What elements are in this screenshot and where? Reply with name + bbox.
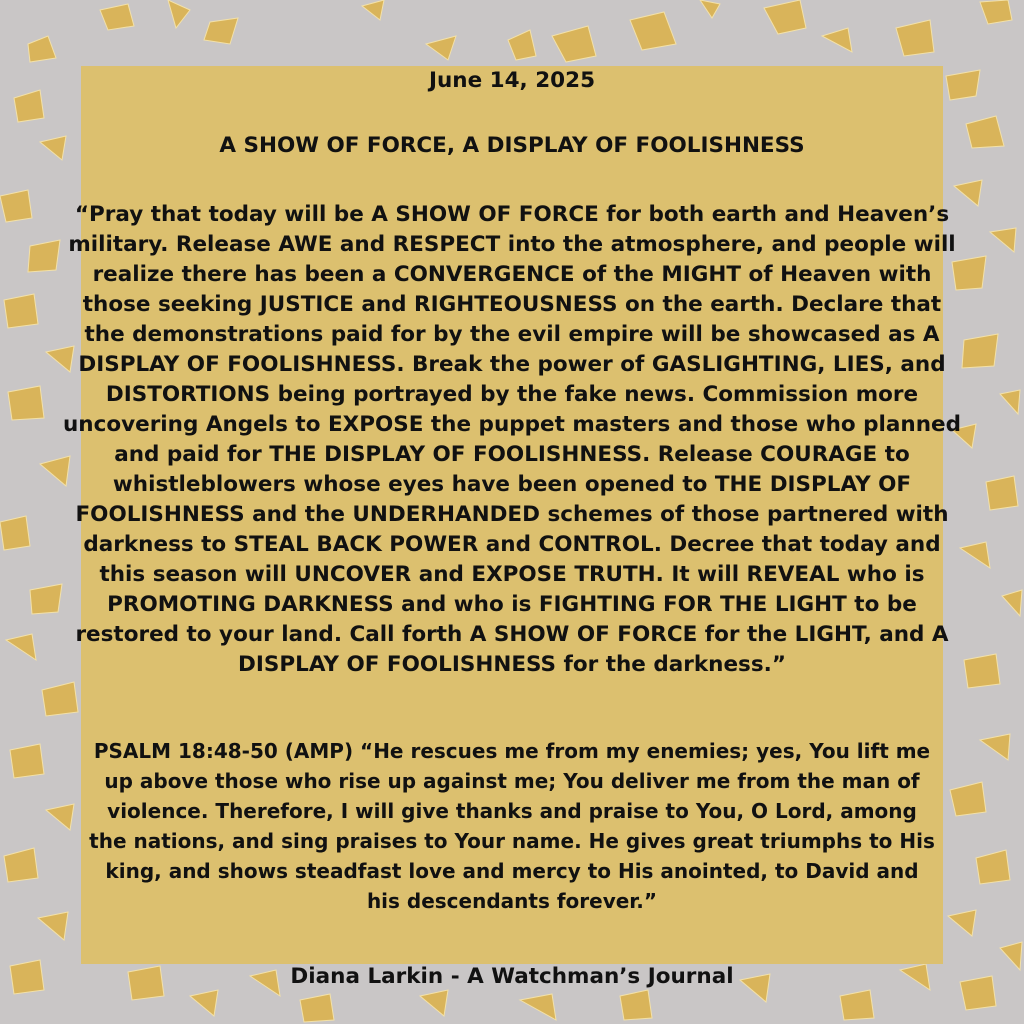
message-line: whistleblowers whose eyes have been opened to THE DISPLAY OF [112, 472, 912, 497]
scripture-line: king, and shows steadfast love and mercy to His anointed, to David and [105, 859, 919, 883]
message-line: realize there has been a CONVERGENCE of the MIGHT of Heaven with [92, 262, 932, 287]
message-line: restored to your land. Call forth A SHOW OF FORCE for the LIGHT, and A [75, 622, 949, 647]
message-line: those seeking JUSTICE and RIGHTEOUSNESS on the earth. Declare that [82, 292, 942, 317]
scripture-line: his descendants forever.” [366, 889, 658, 913]
confetti-piece [300, 994, 334, 1022]
signature: Diana Larkin - A Watchman’s Journal [290, 964, 734, 989]
message-line: uncovering Angels to EXPOSE the puppet masters and those who planned [62, 412, 962, 437]
confetti-piece [896, 20, 934, 56]
message-line: DISPLAY OF FOOLISHNESS. Break the power of GASLIGHTING, LIES, and [78, 352, 946, 377]
message-line: this season will UNCOVER and EXPOSE TRUTH. It will REVEAL who is [99, 562, 925, 587]
confetti-piece [426, 36, 456, 60]
message-line: DISTORTIONS being portrayed by the fake news. Commission more [105, 382, 919, 407]
message-line: FOOLISHNESS and the UNDERHANDED schemes of those partnered with [75, 502, 949, 527]
scripture-line: up above those who rise up against me; You deliver me from the man of [104, 769, 920, 793]
message-line: and paid for THE DISPLAY OF FOOLISHNESS. Release COURAGE to [114, 442, 910, 467]
confetti-piece [38, 912, 68, 940]
confetti-piece [420, 990, 448, 1016]
scripture-line: PSALM 18:48-50 (AMP) “He rescues me from my enemies; yes, You lift me [93, 739, 931, 763]
confetti-piece [204, 18, 238, 44]
confetti-piece [700, 0, 720, 18]
confetti-piece [620, 990, 652, 1020]
confetti-piece [552, 26, 596, 62]
confetti-piece [822, 28, 852, 52]
confetti-piece [520, 994, 556, 1020]
message-line: darkness to STEAL BACK POWER and CONTROL. Decree that today and [83, 532, 941, 557]
scripture-line: the nations, and sing praises to Your name. He gives great triumphs to His [89, 829, 935, 853]
confetti-piece [980, 0, 1012, 24]
confetti-piece [28, 36, 56, 62]
confetti-piece [840, 990, 874, 1020]
confetti-piece [190, 990, 218, 1016]
post-date: June 14, 2025 [428, 68, 596, 93]
message-line: “Pray that today will be A SHOW OF FORCE for both earth and Heaven’s [74, 202, 950, 227]
confetti-piece [630, 12, 676, 50]
message-line: the demonstrations paid for by the evil empire will be showcased as A [84, 322, 940, 347]
confetti-piece [42, 682, 78, 716]
confetti-piece [764, 0, 806, 34]
confetti-piece [362, 0, 384, 20]
post-title: A SHOW OF FORCE, A DISPLAY OF FOOLISHNESS [219, 133, 805, 158]
confetti-piece [168, 0, 190, 28]
message-line: DISPLAY OF FOOLISHNESS for the darkness.” [238, 652, 786, 677]
confetti-piece [508, 30, 536, 60]
confetti-piece [100, 4, 134, 30]
message-line: PROMOTING DARKNESS and who is FIGHTING FOR THE LIGHT to be [107, 592, 917, 617]
message-line: military. Release AWE and RESPECT into the atmosphere, and people will [68, 232, 956, 257]
scripture-line: violence. Therefore, I will give thanks and praise to You, O Lord, among [107, 799, 917, 823]
